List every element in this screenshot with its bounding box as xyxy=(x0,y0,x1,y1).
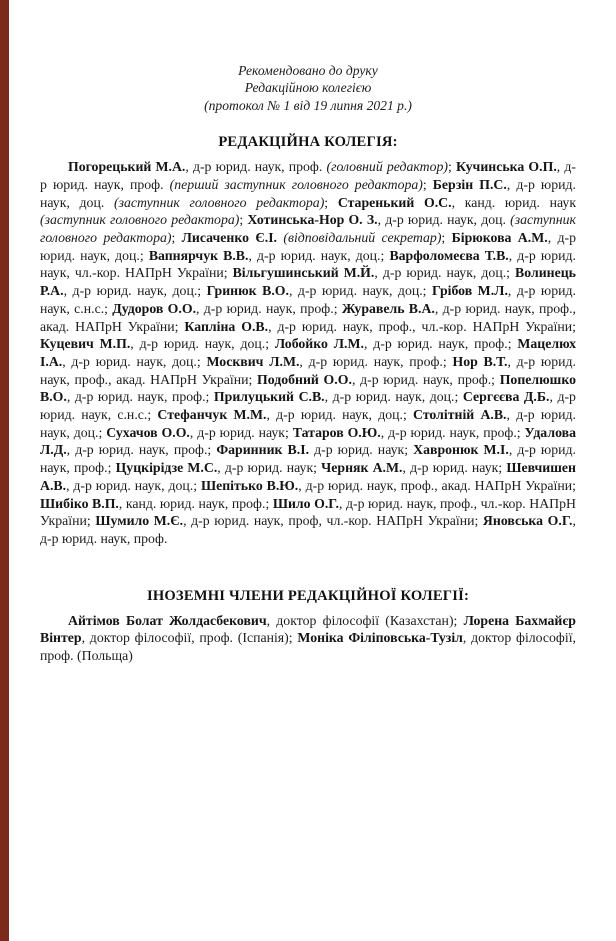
member-role: (головний редактор) xyxy=(326,159,449,175)
member-name: Лобойко Л.М. xyxy=(274,336,364,352)
member-name: Яновська О.Г. xyxy=(482,513,573,529)
member-name: Фаринник В.І. xyxy=(216,442,310,458)
member-name: Вапнярчук В.В. xyxy=(148,247,249,263)
member-role: (відповідальний секретар) xyxy=(283,230,442,246)
member-name: Берзін П.С. xyxy=(432,176,507,192)
member-name: Татаров О.Ю. xyxy=(292,424,381,440)
member-name: Хавронюк М.І. xyxy=(413,442,509,458)
foreign-members-title: ІНОЗЕМНІ ЧЛЕНИ РЕДАКЦІЙНОЇ КОЛЕГІЇ: xyxy=(146,587,470,604)
member-name: Бірюкова А.М. xyxy=(451,230,548,246)
member-name: Моніка Філіповська-Тузіл xyxy=(297,630,463,646)
member-name: Куцевич М.П. xyxy=(40,336,131,352)
member-role: (заступник головного редактора) xyxy=(40,212,576,246)
member-name: Гринюк В.О. xyxy=(206,283,289,299)
member-role: (заступник головного редактора) xyxy=(40,212,240,228)
member-name: Кучинська О.П. xyxy=(456,159,557,175)
member-name: Сухачов О.О. xyxy=(106,424,190,440)
approval-note xyxy=(40,62,576,114)
member-name: Грібов М.Л. xyxy=(432,283,508,299)
approval-line: Редакційною колегією xyxy=(244,80,372,96)
foreign-members-paragraph: Айтімов Болат Жолдасбекович, доктор філософії (Казахстан); Лорена Бахмайєр Вінтер, доктор філософії, проф. (Іспанія); Моніка Філіповська-Тузіл, доктор філософії, проф. (Польща) xyxy=(40,612,576,664)
member-name: Шило О.Г. xyxy=(272,495,339,511)
member-name: Лисаченко Є.І. xyxy=(181,230,278,246)
member-name: Попелюшко В.О. xyxy=(40,371,576,405)
editorial-board-paragraph: Погорецький М.А., д-р юрид. наук, проф. (головний редактор); Кучинська О.П., д-р юрид. наук, проф. (перший заступник головного редактора); Берзін П.С., д-р юрид. наук, доц. (заступник головного редактора); Старенький О.С., канд. юрид. наук (заступник головного редактора); Хотинська-Нор О. З., д-р юрид. наук, доц. (заступник головного редактора); Лисаченко Є.І. (відповідальний секретар); Бірюкова А.М., д-р юрид. наук, доц.; Вапнярчук В.В., д-р юрид. наук, доц.; Варфоломеєва Т.В., д-р юрид. наук, чл.-кор. НАПрН України; Вільгушинський М.Й., д-р юрид. наук, доц.; Волинець Р.А., д-р юрид. наук, доц.; Гринюк В.О., д-р юрид. наук, доц.; Грібов М.Л., д-р юрид. наук, с.н.с.; Дудоров О.О., д-р юрид. наук, проф.; Журавель В.А., д-р юрид. наук, проф., акад. НАПрН України; Капліна О.В., д-р юрид. наук, проф., чл.-кор. НАПрН України; Куцевич М.П., д-р юрид. наук, доц.; Лобойко Л.М., д-р юрид. наук, проф.; Мацелюх І.А., д-р юрид. наук, доц.; Москвич Л.М., д-р юрид. наук, проф.; Нор В.Т., д-р юрид. наук, проф., акад. НАПрН України; Подобний О.О., д-р юрид. наук, проф.; Попелюшко В.О., д-р юрид. наук, проф.; Прилуцький С.В., д-р юрид. наук, доц.; Сергєєва Д.Б., д-р юрид. наук, с.н.с.; Стефанчук М.М., д-р юрид. наук, доц.; Столітній А.В., д-р юрид. наук, доц.; Сухачов О.О., д-р юрид. наук; Татаров О.Ю., д-р юрид. наук, проф.; Удалова Л.Д., д-р юрид. наук, проф.; Фаринник В.І. д-р юрид. наук; Хавронюк М.І., д-р юрид. наук, проф.; Цуцкірідзе М.С., д-р юрид. наук; Черняк А.М., д-р юрид. наук; Шевчишен А.В., д-р юрид. наук, доц.; Шепітько В.Ю., д-р юрид. наук, проф., акад. НАПрН України; Шибіко В.П., канд. юрид. наук, проф.; Шило О.Г., д-р юрид. наук, проф., чл.-кор. НАПрН України; Шумило М.Є., д-р юрид. наук, проф, чл.-кор. НАПрН України; Яновська О.Г., д-р юрид. наук, проф. xyxy=(40,159,577,546)
member-name: Шумило М.Є. xyxy=(95,513,184,529)
member-name: Лорена Бахмайєр Вінтер xyxy=(40,612,576,646)
page-edge-bar xyxy=(0,0,9,941)
member-name: Сергєєва Д.Б. xyxy=(462,389,550,405)
member-name: Мацелюх І.А. xyxy=(40,336,576,369)
member-name: Нор В.Т. xyxy=(452,353,508,369)
member-name: Черняк А.М. xyxy=(321,460,403,476)
member-name: Хотинська-Нор О. З. xyxy=(247,212,378,228)
page-content xyxy=(40,0,576,665)
member-name: Погорецький М.А. xyxy=(68,159,186,175)
member-name: Волинець Р.А. xyxy=(40,265,576,299)
member-name: Вільгушинський М.Й. xyxy=(232,265,375,281)
member-name: Столітній А.В. xyxy=(413,407,507,423)
editorial-board-title: РЕДАКЦІЙНА КОЛЕГІЯ: xyxy=(218,134,398,151)
member-name: Стефанчук М.М. xyxy=(157,407,267,423)
member-name: Капліна О.В. xyxy=(184,318,269,334)
member-name: Шибіко В.П. xyxy=(40,495,119,511)
member-name: Варфоломеєва Т.В. xyxy=(389,247,509,263)
member-name: Шевчишен А.В. xyxy=(40,460,576,493)
member-role: (заступник головного редактора) xyxy=(113,194,325,210)
member-name: Журавель В.А. xyxy=(341,300,435,316)
approval-line: Рекомендовано до друку xyxy=(238,63,378,78)
member-name: Подобний О.О. xyxy=(257,371,352,387)
approval-line: (протокол № 1 від 19 липня 2021 р.) xyxy=(204,97,412,113)
member-name: Прилуцький С.В. xyxy=(213,389,325,405)
member-name: Шепітько В.Ю. xyxy=(200,477,299,493)
member-role: (перший заступник головного редактора) xyxy=(169,176,423,192)
member-name: Москвич Л.М. xyxy=(206,353,300,369)
member-name: Дудоров О.О. xyxy=(112,300,197,316)
member-name: Старенький О.С. xyxy=(337,194,452,210)
member-name: Удалова Л.Д. xyxy=(40,424,576,458)
member-name: Айтімов Болат Жолдасбекович xyxy=(68,612,267,628)
member-name: Цуцкірідзе М.С. xyxy=(115,460,218,476)
